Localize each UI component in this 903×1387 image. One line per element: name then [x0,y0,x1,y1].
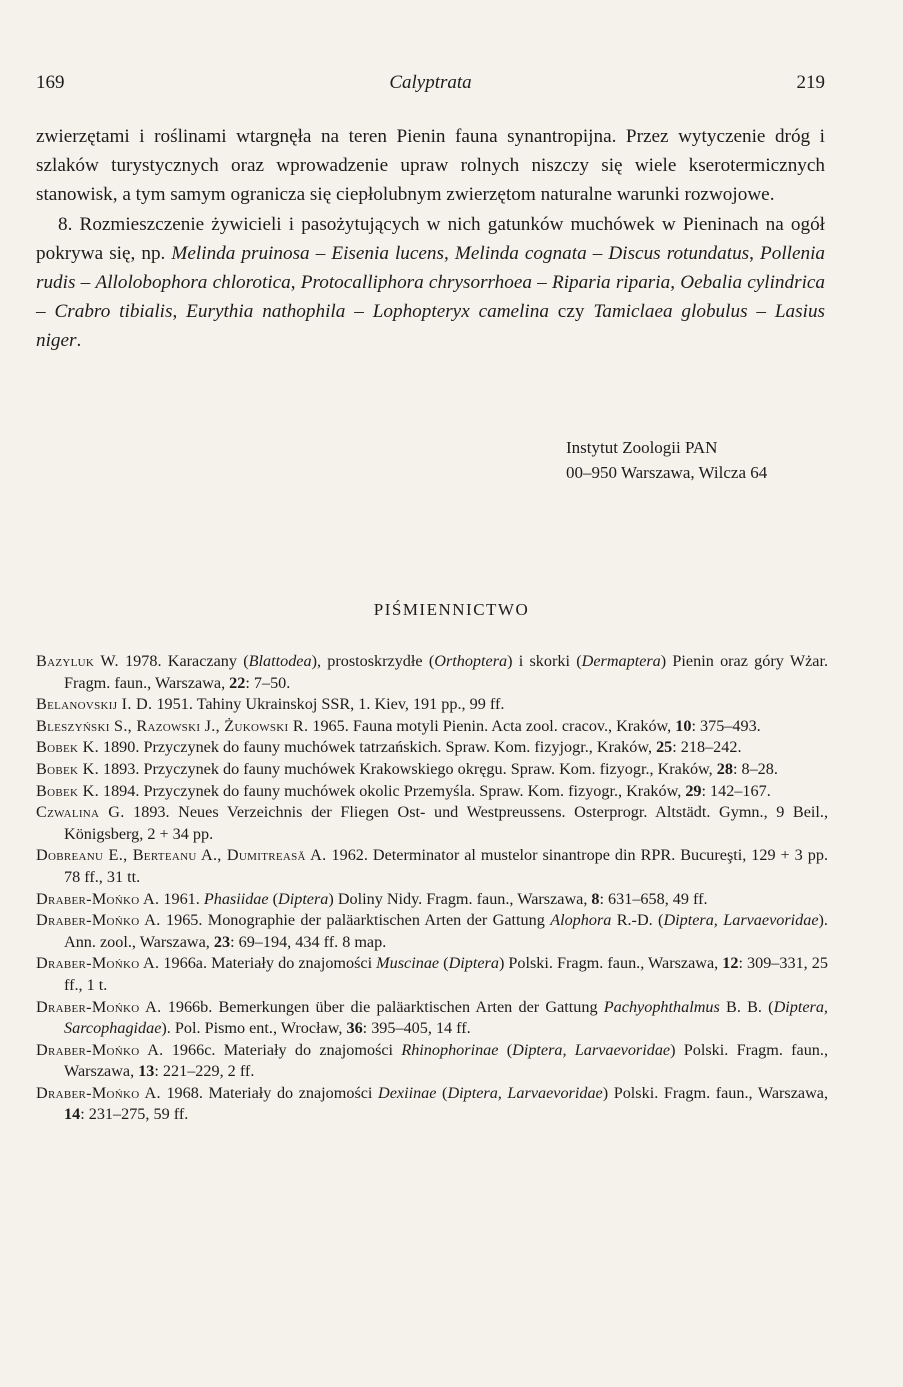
page-number-left: 169 [36,72,65,93]
reference-italic-term: Blattodea [248,652,312,670]
reference-authors: Draber-Mońko A. [36,889,160,908]
reference-italic-term: Muscinae [376,954,440,973]
reference-italic-term: Phasiidae [203,889,269,908]
reference-authors: Draber-Mońko A. [36,1083,161,1102]
reference-authors: Bobek K. [36,781,99,800]
reference-authors: Bazyluk W. [36,652,119,670]
running-head [36,72,825,94]
pair-separator: – [36,301,55,323]
reference-text: : 7–50. [245,673,291,692]
species-host: Crabro tibialis [54,301,173,323]
running-title: Calyptrata [389,72,472,93]
reference-italic-term: Diptera, Larvaevoridae [447,1083,603,1102]
reference-italic-term: Alophora [550,911,612,930]
reference-text: : 8–28. [732,759,778,778]
pair-separator: – [75,272,96,294]
reference-authors: Bobek K. [36,738,99,757]
reference-text: : 375–493. [691,716,761,735]
pair-separator: – [747,301,775,323]
reference-text: 1893. Przyczynek do fauny muchówek Krakowskiego okręgu. Spraw. Kom. fizyogr., Kraków, [98,759,717,778]
reference-text: 1966c. Materiały do znajomości [163,1040,402,1059]
reference-entry [36,716,828,738]
pair-tail: , [172,301,187,323]
reference-text: 1966b. Bemerkungen über die paläarktischen Arten der Gattung [161,997,604,1016]
reference-text: ) Doliny Nidy. Fragm. faun., Warszawa, [328,889,592,908]
reference-text: 1890. Przyczynek do fauny muchówek tatrzańskich. Spraw. Kom. fizyjogr., Kraków, [98,738,657,757]
reference-entry [36,759,828,781]
reference-volume: 28 [716,759,733,778]
reference-entry [36,845,828,888]
reference-authors: Dobreanu E., Berteanu A., Dumitreasă A. [36,846,327,865]
reference-text: ) Polski. Fragm. faun., Warszawa, [498,954,723,973]
reference-volume: 36 [346,1019,363,1038]
affiliation-address: 00–950 Warszawa, Wilcza 64 [566,463,768,482]
reference-text: : 309–331, 25 ff., 1 t. [64,954,828,994]
reference-italic-term: Diptera [278,889,329,908]
reference-text: 1894. Przyczynek do fauny muchówek okolic Przemyśla. Spraw. Kom. fizyogr., Kraków, [98,781,686,800]
reference-italic-term: Orthoptera [434,652,508,670]
reference-text: : 631–658, 49 ff. [599,889,708,908]
reference-entry [36,1040,828,1083]
reference-text: ). Ann. zool., Warszawa, [64,911,828,951]
species-host: Riparia riparia [551,272,671,294]
reference-entry [36,802,828,845]
reference-entry [36,651,828,694]
reference-entry [36,737,828,759]
reference-volume: 10 [675,716,692,735]
species-parasite: Protocalliphora chrysorrhoea [300,272,532,294]
reference-authors: Czwalina G. [36,803,125,822]
reference-text: ( [436,1083,448,1102]
pair-tail: , [444,242,455,264]
reference-text: 1966a. Materiały do znajomości [159,954,377,973]
reference-text: : 395–405, 14 ff. [362,1019,471,1038]
reference-text: B. B. ( [719,997,774,1016]
reference-authors: Draber-Mońko A. [36,911,161,930]
reference-authors: Draber-Mońko A. [36,954,160,973]
reference-authors: Draber-Mońko A. [36,997,162,1016]
reference-text: R.-D. ( [611,911,664,930]
reference-text: ) Pienin oraz góry Wżar. Fragm. faun., Warszawa, [64,652,829,692]
reference-text: : 142–167. [701,781,771,800]
species-parasite: Eurythia nathophila [186,301,346,323]
species-host: Lophopteryx camelina [372,301,549,323]
reference-entry [36,953,828,996]
reference-volume: 12 [722,954,739,973]
reference-text: ( [439,954,449,973]
reference-text: 1965. Fauna motyli Pienin. Acta zool. cracov., Kraków, [308,716,676,735]
pair-tail: czy [548,301,594,323]
species-parasite: Melinda cognata [454,242,587,264]
references-heading: PIŚMIENNICTWO [373,600,530,619]
reference-text: ). Pol. Pismo ent., Wrocław, [161,1019,347,1038]
reference-volume: 13 [138,1062,155,1081]
reference-text: 1968. Materiały do znajomości [160,1083,379,1102]
reference-volume: 22 [229,673,246,692]
pair-separator: – [531,272,552,294]
reference-text: : 221–229, 2 ff. [154,1062,255,1081]
author-affiliation [566,435,767,485]
reference-entry [36,694,828,716]
reference-italic-term: Diptera, Larvaevoridae [512,1040,671,1059]
paragraph-intro: 8. Rozmieszczenie żywicieli i pasożytujących w nich gatunków muchówek w Pieninach na ogół pokrywa się, np. [36,213,825,264]
reference-italic-term: Diptera, Larvaevoridae [663,911,819,930]
reference-text: 1978. Karaczany ( [118,652,249,670]
reference-text: 1965. Monographie der paläarktischen Arten der Gattung [160,911,551,930]
pair-tail: , [670,272,681,294]
pair-separator: – [345,301,373,323]
species-parasite: Tamiclaea globulus [593,301,748,323]
reference-authors: Bleszyński S., Razowski J., Żukowski R. [36,716,309,735]
reference-italic-term: Rhinophorinae [401,1040,499,1059]
reference-entry [36,1083,828,1126]
reference-text: ) Polski. Fragm. faun., Warszawa, [64,1040,828,1081]
species-parasite: Pollenia rudis [36,242,826,294]
reference-volume: 25 [656,738,673,757]
species-host: Lasius niger [36,301,826,352]
reference-authors: Bobek K. [36,759,99,778]
reference-text: : 69–194, 434 ff. 8 map. [230,932,387,951]
species-host: Allolobophora chlorotica [95,272,291,294]
reference-volume: 23 [213,932,231,951]
pair-tail: , [290,272,301,294]
reference-volume: 29 [685,781,702,800]
reference-text: ) Polski. Fragm. faun., Warszawa, [602,1083,828,1102]
page-number-right: 219 [796,72,825,93]
pair-separator: – [586,242,609,264]
reference-text: : 218–242. [672,738,742,757]
reference-volume: 14 [64,1105,81,1124]
reference-entry [36,781,828,803]
reference-volume: 8 [591,889,600,908]
pair-separator: – [309,242,332,264]
reference-italic-term: Dexiinae [378,1083,437,1102]
reference-entry [36,997,828,1040]
reference-text: ), prostoskrzydłe ( [311,652,435,670]
reference-text: 1962. Determinator al mustelor sinantrope din RPR. Bucureşti, 129 + 3 pp. 78 ff., 31 tt. [64,846,828,886]
species-parasite: Oebalia cylindrica [680,272,826,294]
species-host: Discus rotundatus [608,242,750,264]
reference-text: ( [268,889,279,908]
pair-tail: , [749,242,761,264]
reference-text: 1961. [159,889,204,908]
reference-italic-term: Diptera [448,954,499,973]
species-host: Eisenia lucens [331,242,444,264]
species-parasite: Melinda pruinosa [171,242,310,264]
reference-text: ) i skorki ( [507,652,582,670]
references-list [36,651,828,1126]
reference-text: 1951. Tahiny Ukrainskoj SSR, 1. Kiev, 191 pp., 99 ff. [152,695,505,714]
reference-text: 1893. Neues Verzeichnis der Fliegen Ost- und Westpreussens. Osterprogr. Altstädt. Gymn., 9 Beil., Königsberg, 2 + 34 pp. [64,803,828,843]
body-text [36,122,825,356]
paragraph-continued: zwierzętami i roślinami wtargnęła na teren Pienin fauna synantropijna. Przez wytyczenie dróg i szlaków turystycznych oraz wprowadzenie upraw rolnych niszczy się wiele kserotermicznych stanowisk, a tym samym ogranicza się ciepłolubnym zwierzętom naturalne warunki rozwojowe. [36,126,825,206]
pair-tail: . [76,330,82,352]
reference-entry [36,910,828,953]
affiliation-institute: Instytut Zoologii PAN [566,438,718,457]
reference-authors: Belanovskij I. D. [36,695,153,714]
reference-italic-term: Diptera, Sarcophagidae [64,997,828,1038]
reference-authors: Draber-Mońko A. [36,1040,164,1059]
paragraph-host-parasite [36,210,825,356]
reference-italic-term: Dermaptera [581,652,661,670]
reference-italic-term: Pachyophthalmus [603,997,720,1016]
reference-text: ( [498,1040,513,1059]
reference-text: : 231–275, 59 ff. [80,1105,189,1124]
reference-entry [36,889,828,911]
